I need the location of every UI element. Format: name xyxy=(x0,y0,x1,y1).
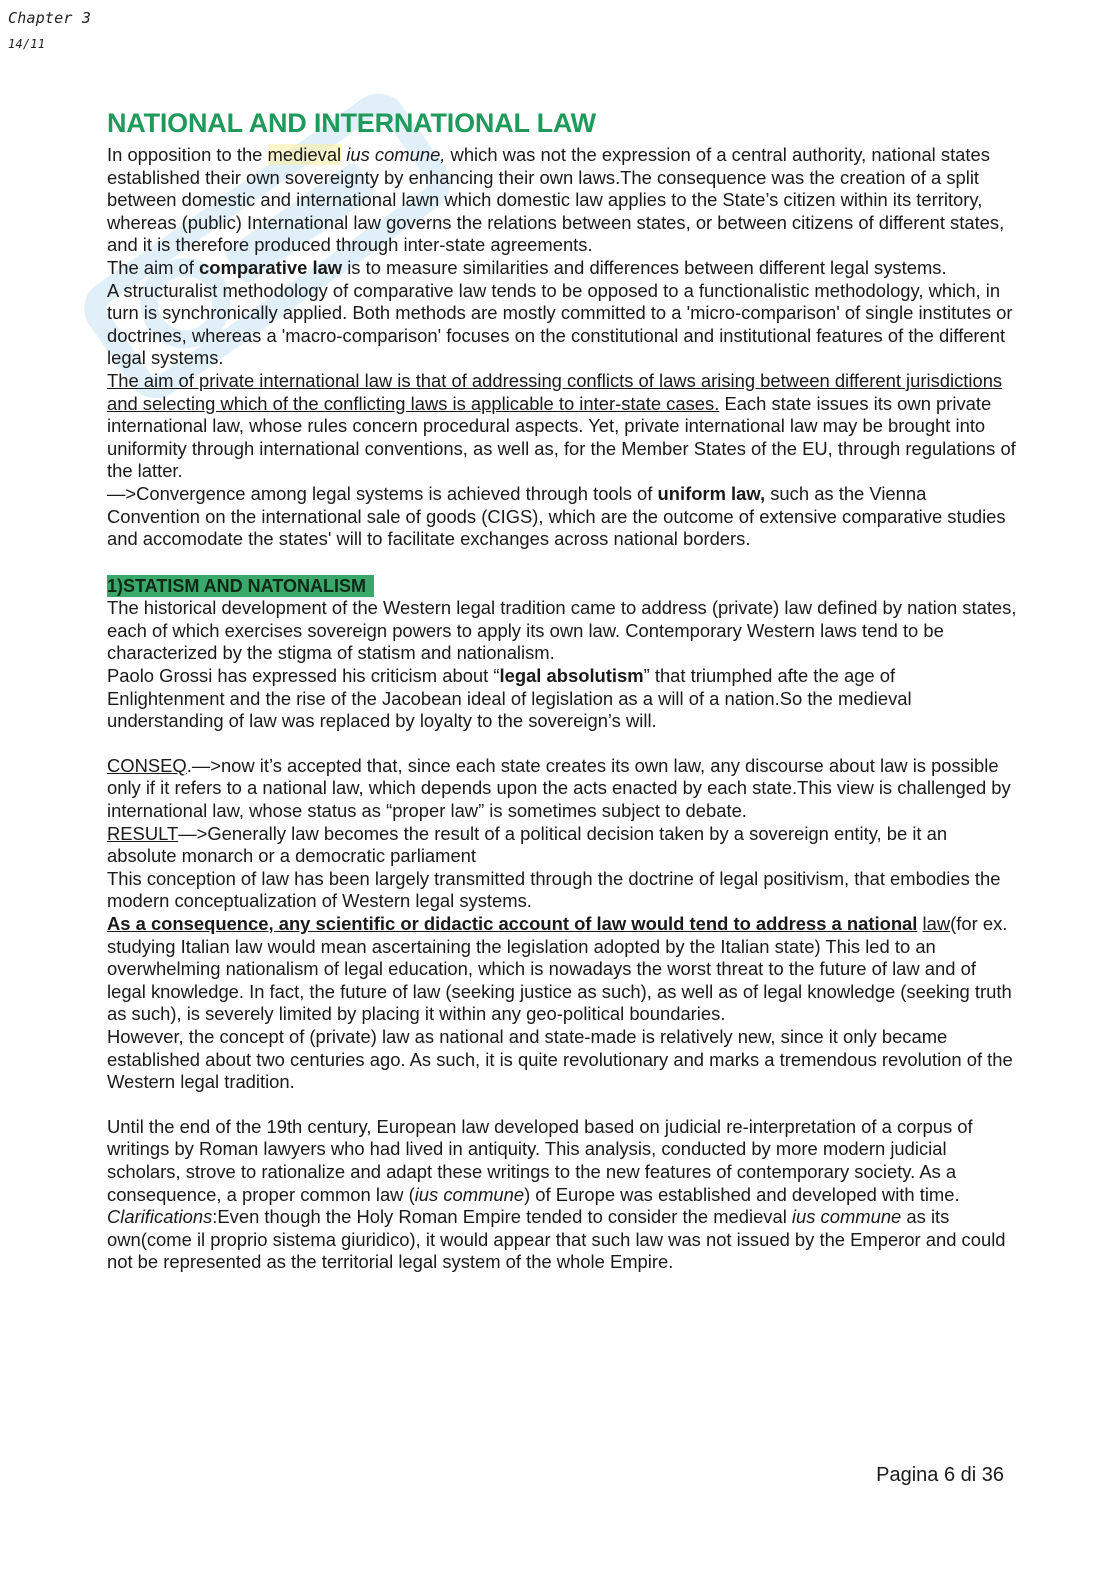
conseq-label: CONSEQ xyxy=(107,754,187,776)
date-label: 14/11 xyxy=(8,37,46,51)
section-paragraph-4: As a consequence, any scientific or didactic account of law would tend to address a national law(for ex. studying Italian law would mean ascertaining the legislation adopted by the Italian state) This led to an overwhelming nationalism of legal education, which is nowadays the worst threat to the future of law and of legal knowledge. In fact, the future of law (seeking justice as such), as well as of legal knowledge (seeking truth as such), is severely limited by placing it within any geo-political boundaries. xyxy=(107,913,1012,1025)
section-paragraph-7: Clarifications:Even though the Holy Roman Empire tended to consider the medieval ius commune as its own(come il proprio sistema giuridico), it would appear that such law was not issued by the Emperor and could not be represented as the territorial legal system of the whole Empire. xyxy=(107,1206,1006,1273)
page-number: Pagina 6 di 36 xyxy=(876,1464,1004,1486)
result-paragraph: RESULT—>Generally law becomes the result of a political decision taken by a sovereign entity, be it an absolute monarch or a democratic parliament xyxy=(107,822,948,867)
chapter-label: Chapter 3 xyxy=(8,9,92,27)
intro-paragraph-3: A structuralist methodology of comparative law tends to be opposed to a functionalistic methodology, which, in turn is synchronically applied. Both methods are mostly committed to a 'micro-comparison' of single institutes or doctrines, whereas a 'macro-comparison' focuses on the constitutional and institutional features of the different legal systems. xyxy=(107,279,1013,369)
document-body xyxy=(107,106,1017,1274)
bold-underlined-sentence: As a consequence, any scientific or didactic account of law would tend to address a national xyxy=(107,913,918,934)
section-paragraph-3: This conception of law has been largely transmitted through the doctrine of legal positivism, that embodies the modern conceptualization of Western legal systems. xyxy=(107,867,1001,912)
intro-paragraph-1: In opposition to the medieval ius comune, which was not the expression of a central authority, national states established their own sovereignty by enhancing their own laws.The consequence was the creation of a split between domestic and international lawn which domestic law applies to the State’s citizen within its territory, whereas (public) International law governs the relations between states, or between citizens of different states, and it is therefore produced through inter-state agreements. xyxy=(107,144,1005,256)
intro-paragraph-2: The aim of comparative law is to measure similarities and differences between different legal systems. xyxy=(107,256,947,278)
intro-paragraph-4: The aim of private international law is that of addressing conflicts of laws arising between different jurisdictions and selecting which of the conflicting laws is applicable to inter-state cases. Each state issues its own private international law, whose rules concern procedural aspects. Yet, private international law may be brought into uniformity through international conventions, as well as, for the Member States of the EU, through regulations of the latter. xyxy=(107,369,1016,482)
page-title: NATIONAL AND INTERNATIONAL LAW xyxy=(107,108,596,138)
result-label: RESULT xyxy=(107,822,179,844)
section-paragraph-5: However, the concept of (private) law as national and state-made is relatively new, since it only became established about two centuries ago. As such, it is quite revolutionary and marks a tremendous revolution of the Western legal tradition. xyxy=(107,1025,1013,1093)
intro-paragraph-5: —>Convergence among legal systems is achieved through tools of uniform law, such as the Vienna Convention on the international sale of goods (CIGS), which are the outcome of extensive comparative studies and accomodate the states' will to facilitate exchanges across national borders. xyxy=(107,482,1006,550)
conseq-paragraph: CONSEQ.—>now it’s accepted that, since each state creates its own law, any discourse about law is possible only if it refers to a national law, which depends upon the acts enacted by each state.This view is challenged by international law, whose status as “proper law” is sometimes subject to debate. xyxy=(107,754,1011,822)
spacer xyxy=(107,733,1017,755)
spacer xyxy=(107,1094,1017,1116)
underlined-sentence: The aim of private international law is that of addressing conflicts of laws arising between different jurisdictions and selecting which of the conflicting laws is applicable to inter-state cases. xyxy=(107,369,1003,414)
spacer xyxy=(107,551,1017,573)
section-heading: 1)STATISM AND NATONALISM xyxy=(107,575,374,597)
section-paragraph-1: The historical development of the Western legal tradition came to address (private) law defined by nation states, each of which exercises sovereign powers to apply its own law. Contemporary Western laws tend to be characterized by the stigma of statism and nationalism. xyxy=(107,597,1017,664)
section-paragraph-6: Until the end of the 19th century, European law developed based on judicial re-interpretation of a corpus of writings by Roman lawyers who had lived in antiquity. This analysis, conducted by more modern judicial scholars, strove to rationalize and adapt these writings to the new features of contemporary society. As a consequence, a proper common law (ius commune) of Europe was established and developed with time. xyxy=(107,1115,973,1205)
section-paragraph-2: Paolo Grossi has expressed his criticism about “legal absolutism” that triumphed afte the age of Enlightenment and the rise of the Jacobean ideal of legislation as a will of a nation.So the medieval understanding of law was replaced by loyalty to the sovereign’s will. xyxy=(107,665,912,732)
highlighted-word: medieval xyxy=(267,144,342,165)
